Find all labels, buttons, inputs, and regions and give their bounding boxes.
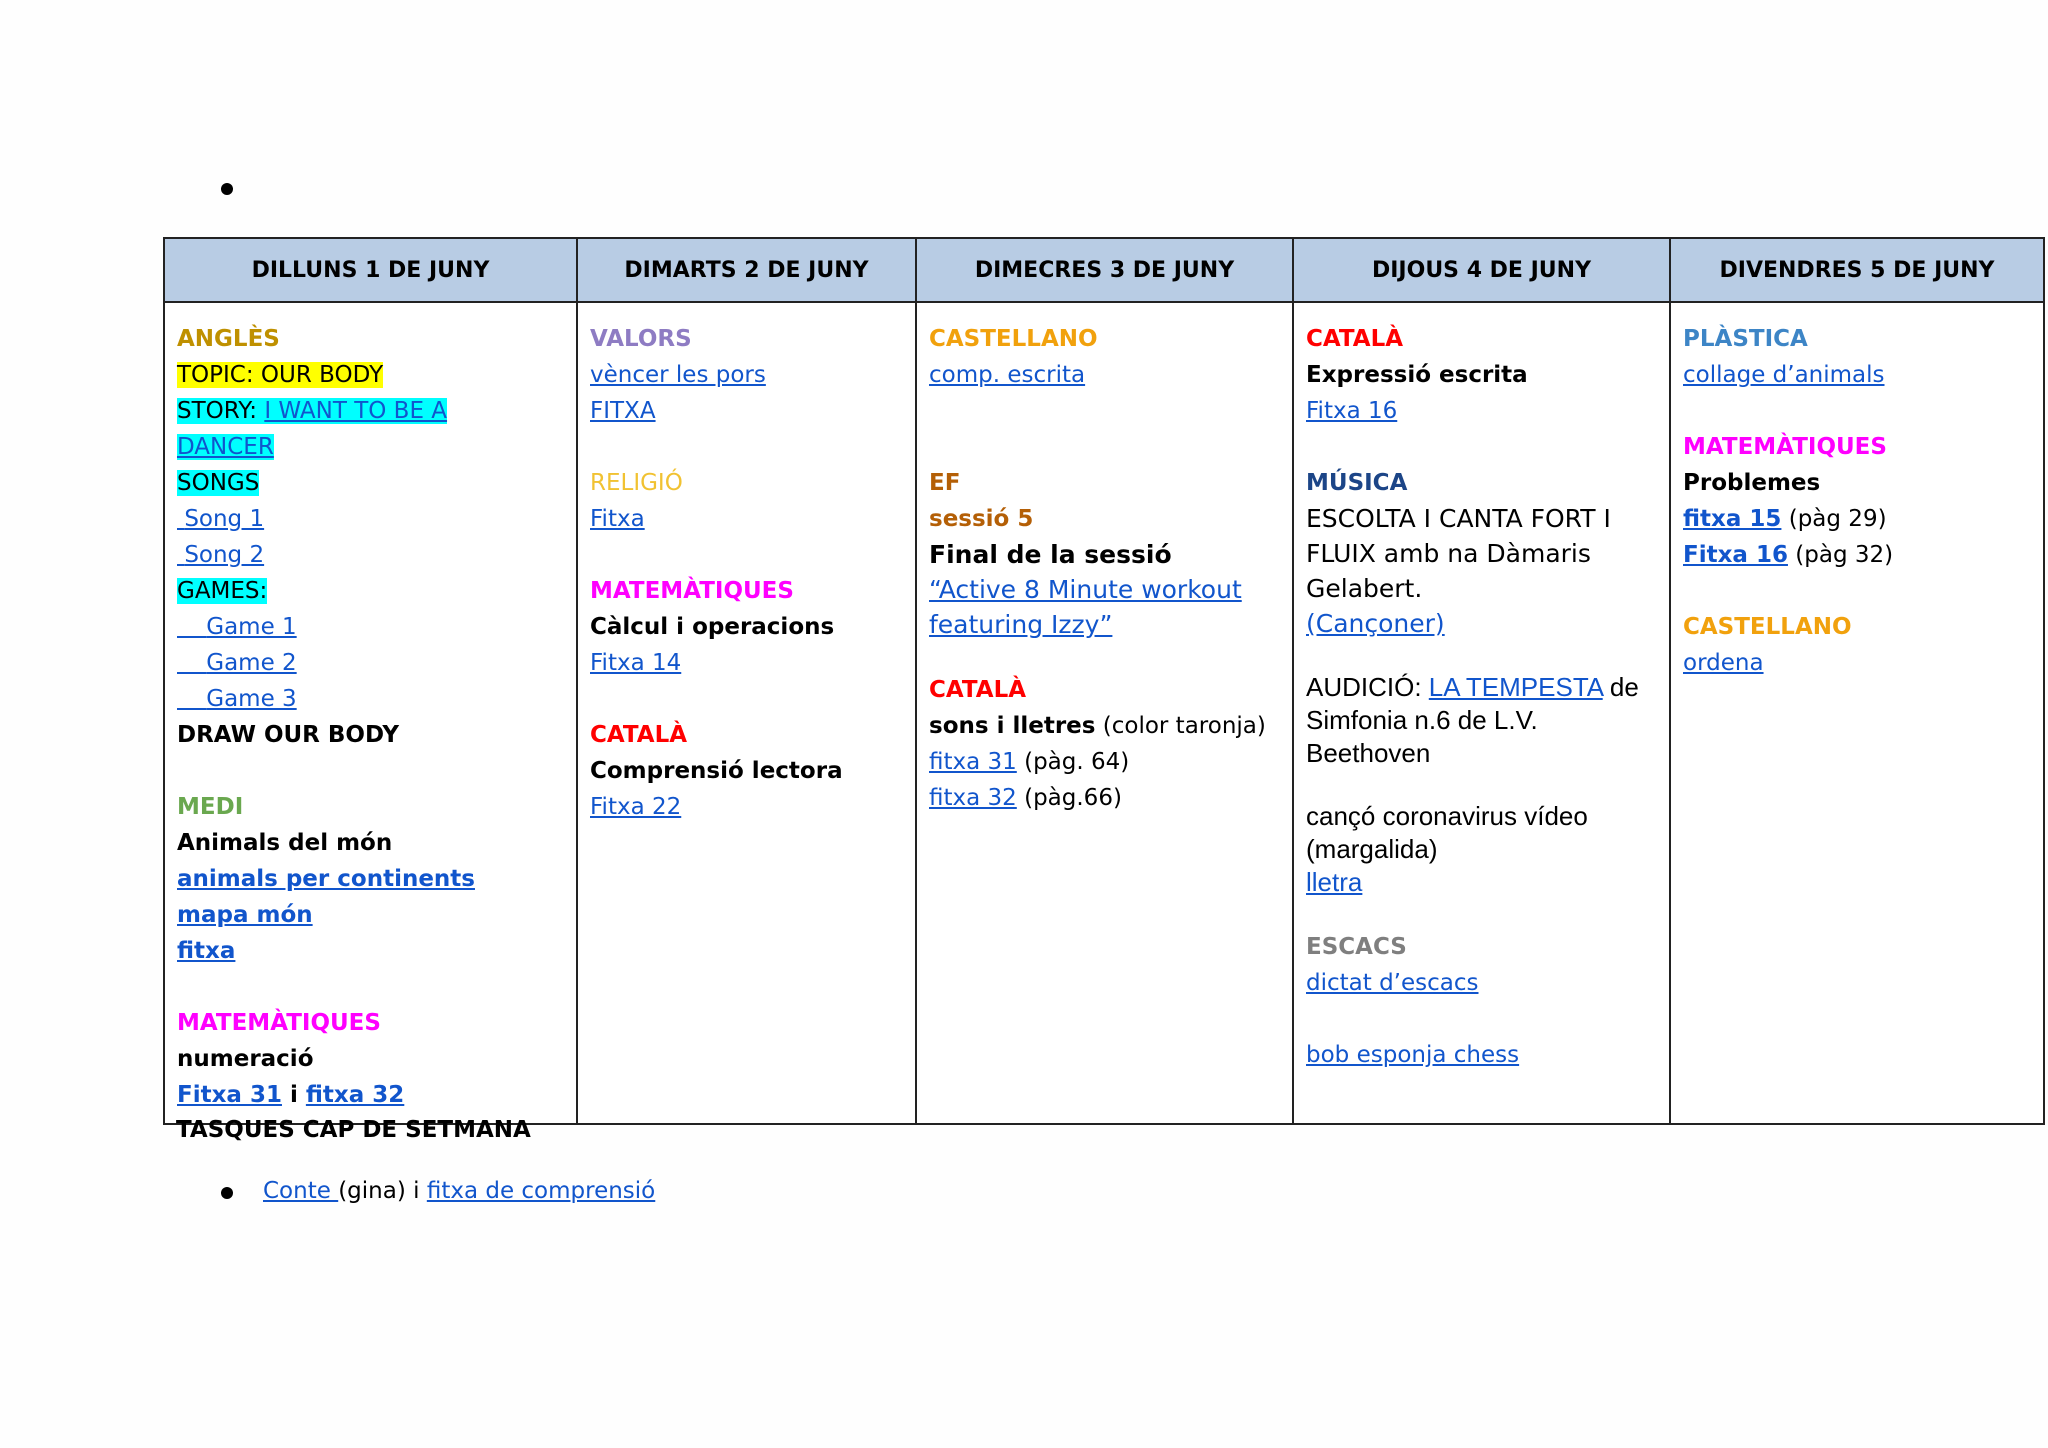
subject-ef: EF [929, 470, 961, 496]
canconer-link[interactable]: (Cançoner) [1306, 609, 1445, 638]
de-text: de [1602, 672, 1639, 702]
fitxa-15-link[interactable]: fitxa 15 [1683, 506, 1782, 532]
subject-musica: MÚSICA [1306, 470, 1408, 496]
subject-matematiques: MATEMÀTIQUES [177, 1010, 381, 1036]
friday-cell [1670, 302, 2044, 1124]
tuesday-cell [577, 302, 916, 1124]
la-tempesta-link[interactable]: LA TEMPESTA [1428, 672, 1603, 702]
gina-text: (gina) i [338, 1178, 427, 1204]
header-thursday: DIJOUS 4 DE JUNY [1293, 238, 1670, 302]
comprensio-label: Comprensió lectora [590, 758, 843, 784]
subject-religio: RELIGIÓ [590, 470, 683, 496]
color-note: (color taronja) [1095, 713, 1266, 739]
header-friday: DIVENDRES 5 DE JUNY [1670, 238, 2044, 302]
subject-catala: CATALÀ [590, 722, 688, 748]
active-workout-link-cont[interactable]: featuring Izzy” [929, 610, 1113, 639]
dictat-escacs-link[interactable]: dictat d’escacs [1306, 970, 1479, 996]
monday-cell [164, 302, 577, 1124]
fitxa-valors-link[interactable]: FITXA [590, 398, 656, 424]
topic-label: TOPIC: OUR BODY [177, 362, 384, 388]
subject-matematiques: MATEMÀTIQUES [590, 578, 794, 604]
subject-castellano: CASTELLANO [1683, 614, 1852, 640]
subject-medi: MEDI [177, 794, 244, 820]
escolta-line-1: ESCOLTA I CANTA FORT I [1306, 504, 1611, 533]
bullet-point [221, 183, 233, 195]
song-2-link[interactable]: Song 2 [184, 542, 265, 568]
fitxa-comprensio-link[interactable]: fitxa de comprensió [426, 1178, 656, 1204]
conte-link[interactable]: Conte [263, 1178, 339, 1204]
vencer-pors-link[interactable]: vèncer les pors [590, 362, 766, 388]
simfonia-line: Simfonia n.6 de L.V. [1306, 705, 1538, 735]
story-label: STORY: [177, 398, 265, 424]
mapa-mon-link[interactable]: mapa món [177, 902, 313, 928]
songs-label: SONGS [177, 470, 260, 496]
game-1-link[interactable]: Game 1 [206, 614, 297, 640]
animals-continents-link[interactable]: animals per continents [177, 866, 475, 892]
page-29: (pàg 29) [1781, 506, 1887, 532]
weekend-tasks-title: TASQUES CAP DE SETMANA [176, 1117, 531, 1143]
escolta-line-3: Gelabert. [1306, 574, 1423, 603]
animals-label: Animals del món [177, 830, 393, 856]
header-tuesday: DIMARTS 2 DE JUNY [577, 238, 916, 302]
game-3-link[interactable]: Game 3 [206, 686, 297, 712]
comp-escrita-link[interactable]: comp. escrita [929, 362, 1086, 388]
draw-label: DRAW OUR BODY [177, 722, 400, 748]
calcul-label: Càlcul i operacions [590, 614, 835, 640]
active-workout-link[interactable]: “Active 8 Minute workout [929, 575, 1242, 604]
audicio-label: AUDICIÓ: [1306, 672, 1429, 702]
subject-castellano: CASTELLANO [929, 326, 1098, 352]
escolta-line-2: FLUIX amb na Dàmaris [1306, 539, 1591, 568]
sessio-label: sessió 5 [929, 506, 1034, 532]
page-64: (pàg. 64) [1016, 749, 1130, 775]
fitxa-32-link[interactable]: fitxa 32 [929, 785, 1017, 811]
song-1-link[interactable]: Song 1 [184, 506, 265, 532]
wednesday-cell [916, 302, 1293, 1124]
weekly-schedule-table [163, 237, 2045, 1125]
subject-plastica: PLÀSTICA [1683, 326, 1808, 352]
and-text: i [281, 1082, 306, 1108]
subject-catala: CATALÀ [929, 677, 1027, 703]
story-link[interactable]: I WANT TO BE A [264, 398, 448, 424]
subject-angles: ANGLÈS [177, 326, 280, 352]
header-row [164, 238, 2044, 302]
subject-matematiques: MATEMÀTIQUES [1683, 434, 1887, 460]
collage-animals-link[interactable]: collage d’animals [1683, 362, 1885, 388]
header-monday: DILLUNS 1 DE JUNY [164, 238, 577, 302]
bob-esponja-chess-link[interactable]: bob esponja chess [1306, 1042, 1520, 1068]
fitxa-31-link[interactable]: fitxa 31 [929, 749, 1017, 775]
subject-escacs: ESCACS [1306, 934, 1407, 960]
fitxa-31-link[interactable]: Fitxa 31 [177, 1082, 282, 1108]
page-32: (pàg 32) [1787, 542, 1894, 568]
bullet-point [221, 1187, 233, 1199]
games-label: GAMES: [177, 578, 268, 604]
subject-valors: VALORS [590, 326, 692, 352]
canco-line-2: (margalida) [1306, 834, 1438, 864]
fitxa-16-link[interactable]: Fitxa 16 [1306, 398, 1398, 424]
lletra-link[interactable]: lletra [1306, 867, 1363, 897]
game-2-link[interactable]: Game 2 [206, 650, 297, 676]
header-wednesday: DIMECRES 3 DE JUNY [916, 238, 1293, 302]
fitxa-religio-link[interactable]: Fitxa [590, 506, 645, 532]
beethoven-line: Beethoven [1306, 738, 1431, 768]
numeracio-label: numeració [177, 1046, 314, 1072]
ordena-link[interactable]: ordena [1683, 650, 1764, 676]
thursday-cell [1293, 302, 1670, 1124]
story-link-cont[interactable]: DANCER [177, 434, 274, 460]
fitxa-32-link[interactable]: fitxa 32 [305, 1082, 405, 1108]
sons-lletres-label: sons i lletres [929, 713, 1096, 739]
expressio-label: Expressió escrita [1306, 362, 1528, 388]
fitxa-22-link[interactable]: Fitxa 22 [590, 794, 682, 820]
fitxa-16-link[interactable]: Fitxa 16 [1683, 542, 1788, 568]
problemes-label: Problemes [1683, 470, 1821, 496]
subject-catala: CATALÀ [1306, 326, 1404, 352]
weekend-task-item [263, 1178, 655, 1204]
page-66: (pàg.66) [1016, 785, 1122, 811]
fitxa-14-link[interactable]: Fitxa 14 [590, 650, 682, 676]
content-row [164, 302, 2044, 1124]
canco-line-1: cançó coronavirus vídeo [1306, 801, 1588, 831]
fitxa-medi-link[interactable]: fitxa [177, 938, 236, 964]
final-sessio-label: Final de la sessió [929, 540, 1172, 569]
